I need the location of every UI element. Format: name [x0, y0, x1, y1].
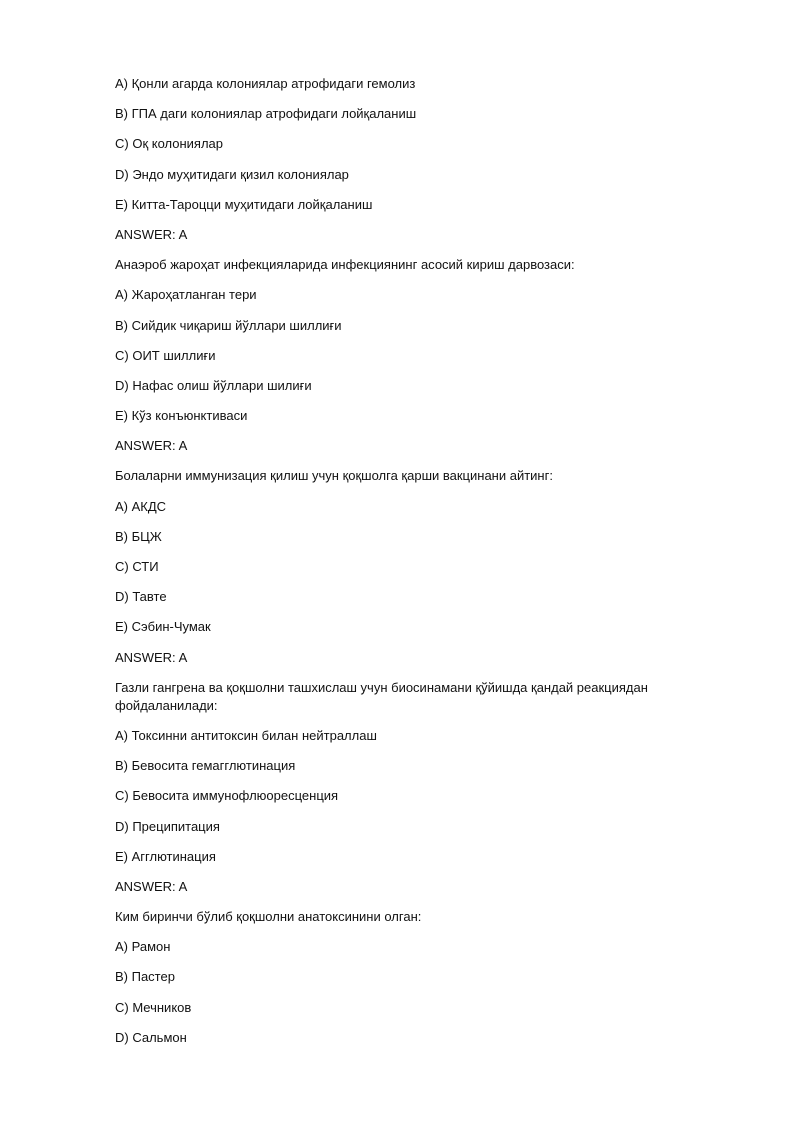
answer-option-a: A) Токсинни антитоксин билан нейтраллаш	[115, 727, 377, 743]
answer-option-c: C) Мечников	[115, 999, 192, 1015]
question-text: Ким биринчи бўлиб қоқшолни анатоксинини олган:	[115, 909, 422, 925]
answer-option-b: B) Пастер	[115, 969, 175, 985]
answer-option-e: E) Китта-Тароцци муҳитидаги лойқаланиш	[115, 196, 373, 212]
answer-option-c: C) СТИ	[115, 559, 159, 574]
answer-option-a: A) Жароҳатланган тери	[115, 287, 257, 303]
answer-key: ANSWER: A	[115, 226, 188, 242]
answer-option-a: A) АКДС	[115, 498, 167, 514]
answer-option-b: B) БЦЖ	[115, 528, 162, 544]
answer-option-d: D) Сальмон	[115, 1029, 187, 1045]
question-text: Болаларни иммунизация қилиш учун қоқшолга қарши вакцинани айтинг:	[115, 468, 553, 484]
answer-option-b: B) ГПА даги колониялар атрофидаги лойқаланиш	[115, 106, 417, 122]
question-text: Газли гангрена ва қоқшолни ташхислаш учун биосинамани қўйишда қандай реакциядан фойдаланилади:	[115, 679, 648, 713]
answer-option-c: C) ОИТ шиллиғи	[115, 347, 216, 363]
answer-option-d: D) Нафас олиш йўллари шилиғи	[115, 377, 312, 393]
answer-option-e: E) Агглютинация	[115, 848, 216, 864]
answer-option-a: A) Қонли агарда колониялар атрофидаги гемолиз	[115, 76, 416, 91]
answer-option-d: D) Преципитация	[115, 818, 220, 834]
answer-option-b: B) Сийдик чиқариш йўллари шиллиғи	[115, 317, 342, 333]
answer-option-c: C) Бевосита иммунофлюоресценция	[115, 788, 339, 804]
answer-key: ANSWER: A	[115, 649, 188, 665]
answer-option-b: B) Бевосита гемагглютинация	[115, 758, 296, 774]
answer-option-c: C) Оқ колониялар	[115, 136, 224, 152]
answer-option-d: D) Эндо муҳитидаги қизил колониялар	[115, 166, 349, 182]
document-body	[115, 75, 685, 1059]
answer-option-e: E) Сэбин-Чумак	[115, 619, 211, 635]
answer-option-e: E) Кўз конъюнктиваси	[115, 408, 248, 424]
question-text: Анаэроб жароҳат инфекцияларида инфекциянинг асосий кириш дарвозаси:	[115, 257, 575, 273]
answer-option-d: D) Тавте	[115, 589, 167, 605]
answer-option-a: A) Рамон	[115, 939, 171, 955]
answer-key: ANSWER: A	[115, 438, 188, 454]
answer-key: ANSWER: A	[115, 878, 188, 894]
